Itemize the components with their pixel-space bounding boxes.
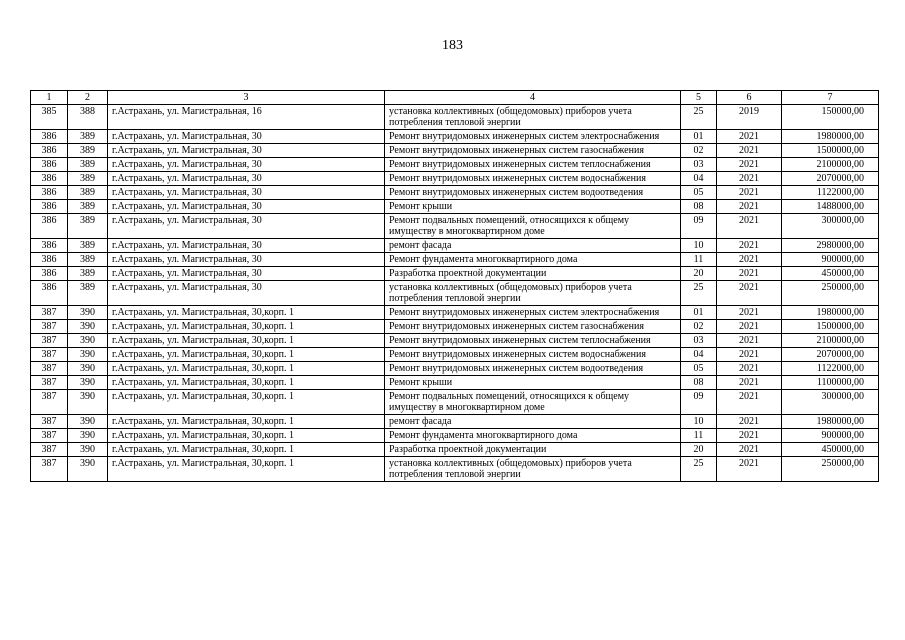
row-number-cell: 386 xyxy=(31,200,68,214)
house-number-cell: 389 xyxy=(68,214,108,239)
repair-register-table xyxy=(30,90,879,482)
amount-cell: 2980000,00 xyxy=(782,239,879,253)
address-cell: г.Астрахань, ул. Магистральная, 30 xyxy=(108,214,385,239)
amount-cell: 1980000,00 xyxy=(782,130,879,144)
table-row xyxy=(31,306,879,320)
work-code-cell: 04 xyxy=(681,348,717,362)
address-cell: г.Астрахань, ул. Магистральная, 30 xyxy=(108,144,385,158)
house-number-cell: 390 xyxy=(68,415,108,429)
work-type-cell: Ремонт подвальных помещений, относящихся к общему имуществу в многоквартирном доме xyxy=(385,390,681,415)
house-number-cell: 390 xyxy=(68,376,108,390)
house-number-cell: 390 xyxy=(68,334,108,348)
amount-cell: 2100000,00 xyxy=(782,158,879,172)
year-cell: 2021 xyxy=(717,253,782,267)
work-type-cell: установка коллективных (общедомовых) приборов учета потребления тепловой энергии xyxy=(385,457,681,482)
house-number-cell: 389 xyxy=(68,253,108,267)
row-number-cell: 387 xyxy=(31,306,68,320)
work-type-cell: Ремонт внутридомовых инженерных систем водоотведения xyxy=(385,186,681,200)
work-code-cell: 09 xyxy=(681,390,717,415)
amount-cell: 150000,00 xyxy=(782,105,879,130)
work-type-cell: Ремонт фундамента многоквартирного дома xyxy=(385,429,681,443)
work-type-cell: Ремонт внутридомовых инженерных систем водоснабжения xyxy=(385,172,681,186)
table-row xyxy=(31,214,879,239)
house-number-cell: 390 xyxy=(68,429,108,443)
year-cell: 2021 xyxy=(717,306,782,320)
row-number-cell: 386 xyxy=(31,267,68,281)
amount-cell: 300000,00 xyxy=(782,390,879,415)
work-code-cell: 01 xyxy=(681,130,717,144)
work-code-cell: 03 xyxy=(681,158,717,172)
work-type-cell: Ремонт внутридомовых инженерных систем теплоснабжения xyxy=(385,158,681,172)
house-number-cell: 390 xyxy=(68,443,108,457)
address-cell: г.Астрахань, ул. Магистральная, 30 xyxy=(108,200,385,214)
row-number-cell: 386 xyxy=(31,158,68,172)
row-number-cell: 387 xyxy=(31,390,68,415)
work-code-cell: 10 xyxy=(681,415,717,429)
work-code-cell: 25 xyxy=(681,105,717,130)
header-cell: 2 xyxy=(68,91,108,105)
row-number-cell: 386 xyxy=(31,281,68,306)
header-cell: 5 xyxy=(681,91,717,105)
work-type-cell: Ремонт крыши xyxy=(385,376,681,390)
work-type-cell: Разработка проектной документации xyxy=(385,443,681,457)
address-cell: г.Астрахань, ул. Магистральная, 30,корп. 1 xyxy=(108,348,385,362)
year-cell: 2021 xyxy=(717,415,782,429)
house-number-cell: 390 xyxy=(68,348,108,362)
year-cell: 2021 xyxy=(717,362,782,376)
year-cell: 2021 xyxy=(717,429,782,443)
table-row xyxy=(31,334,879,348)
work-type-cell: Ремонт внутридомовых инженерных систем газоснабжения xyxy=(385,144,681,158)
table-row xyxy=(31,415,879,429)
amount-cell: 2070000,00 xyxy=(782,348,879,362)
address-cell: г.Астрахань, ул. Магистральная, 30 xyxy=(108,239,385,253)
header-cell: 1 xyxy=(31,91,68,105)
amount-cell: 2070000,00 xyxy=(782,172,879,186)
address-cell: г.Астрахань, ул. Магистральная, 30,корп. 1 xyxy=(108,443,385,457)
amount-cell: 1500000,00 xyxy=(782,320,879,334)
row-number-cell: 386 xyxy=(31,186,68,200)
work-code-cell: 02 xyxy=(681,320,717,334)
work-code-cell: 20 xyxy=(681,267,717,281)
work-code-cell: 05 xyxy=(681,186,717,200)
work-type-cell: Ремонт внутридомовых инженерных систем водоснабжения xyxy=(385,348,681,362)
work-code-cell: 11 xyxy=(681,429,717,443)
work-code-cell: 25 xyxy=(681,281,717,306)
table-row xyxy=(31,281,879,306)
row-number-cell: 386 xyxy=(31,130,68,144)
house-number-cell: 388 xyxy=(68,105,108,130)
table-row xyxy=(31,348,879,362)
house-number-cell: 389 xyxy=(68,239,108,253)
house-number-cell: 390 xyxy=(68,390,108,415)
year-cell: 2021 xyxy=(717,376,782,390)
row-number-cell: 385 xyxy=(31,105,68,130)
amount-cell: 1488000,00 xyxy=(782,200,879,214)
address-cell: г.Астрахань, ул. Магистральная, 30,корп. 1 xyxy=(108,334,385,348)
work-code-cell: 03 xyxy=(681,334,717,348)
work-code-cell: 09 xyxy=(681,214,717,239)
work-code-cell: 11 xyxy=(681,253,717,267)
house-number-cell: 389 xyxy=(68,158,108,172)
year-cell: 2021 xyxy=(717,172,782,186)
amount-cell: 250000,00 xyxy=(782,457,879,482)
address-cell: г.Астрахань, ул. Магистральная, 30,корп. 1 xyxy=(108,415,385,429)
work-type-cell: установка коллективных (общедомовых) приборов учета потребления тепловой энергии xyxy=(385,105,681,130)
work-type-cell: Ремонт подвальных помещений, относящихся к общему имуществу в многоквартирном доме xyxy=(385,214,681,239)
house-number-cell: 389 xyxy=(68,172,108,186)
year-cell: 2021 xyxy=(717,214,782,239)
table-row xyxy=(31,253,879,267)
table-row xyxy=(31,130,879,144)
table-row xyxy=(31,267,879,281)
year-cell: 2021 xyxy=(717,334,782,348)
row-number-cell: 386 xyxy=(31,214,68,239)
header-cell: 6 xyxy=(717,91,782,105)
row-number-cell: 387 xyxy=(31,443,68,457)
amount-cell: 250000,00 xyxy=(782,281,879,306)
work-type-cell: ремонт фасада xyxy=(385,415,681,429)
work-type-cell: Ремонт внутридомовых инженерных систем водоотведения xyxy=(385,362,681,376)
work-type-cell: Разработка проектной документации xyxy=(385,267,681,281)
work-code-cell: 10 xyxy=(681,239,717,253)
work-code-cell: 25 xyxy=(681,457,717,482)
table-row xyxy=(31,158,879,172)
table-row xyxy=(31,443,879,457)
house-number-cell: 389 xyxy=(68,144,108,158)
amount-cell: 1980000,00 xyxy=(782,306,879,320)
address-cell: г.Астрахань, ул. Магистральная, 30 xyxy=(108,253,385,267)
table-row xyxy=(31,429,879,443)
work-type-cell: установка коллективных (общедомовых) приборов учета потребления тепловой энергии xyxy=(385,281,681,306)
row-number-cell: 386 xyxy=(31,144,68,158)
row-number-cell: 387 xyxy=(31,376,68,390)
row-number-cell: 387 xyxy=(31,362,68,376)
amount-cell: 1122000,00 xyxy=(782,186,879,200)
address-cell: г.Астрахань, ул. Магистральная, 30 xyxy=(108,186,385,200)
year-cell: 2021 xyxy=(717,457,782,482)
amount-cell: 1100000,00 xyxy=(782,376,879,390)
amount-cell: 450000,00 xyxy=(782,443,879,457)
header-cell: 4 xyxy=(385,91,681,105)
house-number-cell: 390 xyxy=(68,362,108,376)
work-type-cell: Ремонт фундамента многоквартирного дома xyxy=(385,253,681,267)
amount-cell: 1500000,00 xyxy=(782,144,879,158)
table-row xyxy=(31,376,879,390)
work-type-cell: Ремонт внутридомовых инженерных систем электроснабжения xyxy=(385,306,681,320)
work-code-cell: 08 xyxy=(681,200,717,214)
table-row xyxy=(31,105,879,130)
address-cell: г.Астрахань, ул. Магистральная, 30 xyxy=(108,158,385,172)
row-number-cell: 386 xyxy=(31,172,68,186)
row-number-cell: 386 xyxy=(31,253,68,267)
year-cell: 2021 xyxy=(717,144,782,158)
table-body xyxy=(31,91,879,482)
house-number-cell: 389 xyxy=(68,200,108,214)
year-cell: 2021 xyxy=(717,390,782,415)
amount-cell: 300000,00 xyxy=(782,214,879,239)
table-row xyxy=(31,320,879,334)
address-cell: г.Астрахань, ул. Магистральная, 30 xyxy=(108,281,385,306)
table-row xyxy=(31,362,879,376)
table-row xyxy=(31,239,879,253)
address-cell: г.Астрахань, ул. Магистральная, 30,корп. 1 xyxy=(108,376,385,390)
work-type-cell: Ремонт внутридомовых инженерных систем электроснабжения xyxy=(385,130,681,144)
year-cell: 2021 xyxy=(717,443,782,457)
row-number-cell: 387 xyxy=(31,429,68,443)
house-number-cell: 390 xyxy=(68,457,108,482)
address-cell: г.Астрахань, ул. Магистральная, 30,корп. 1 xyxy=(108,457,385,482)
address-cell: г.Астрахань, ул. Магистральная, 30 xyxy=(108,130,385,144)
row-number-cell: 387 xyxy=(31,334,68,348)
amount-cell: 1980000,00 xyxy=(782,415,879,429)
amount-cell: 1122000,00 xyxy=(782,362,879,376)
house-number-cell: 389 xyxy=(68,281,108,306)
house-number-cell: 390 xyxy=(68,320,108,334)
year-cell: 2019 xyxy=(717,105,782,130)
year-cell: 2021 xyxy=(717,130,782,144)
amount-cell: 900000,00 xyxy=(782,429,879,443)
address-cell: г.Астрахань, ул. Магистральная, 30,корп. 1 xyxy=(108,306,385,320)
row-number-cell: 387 xyxy=(31,457,68,482)
header-cell: 3 xyxy=(108,91,385,105)
house-number-cell: 390 xyxy=(68,306,108,320)
year-cell: 2021 xyxy=(717,239,782,253)
year-cell: 2021 xyxy=(717,348,782,362)
year-cell: 2021 xyxy=(717,200,782,214)
address-cell: г.Астрахань, ул. Магистральная, 30,корп. 1 xyxy=(108,362,385,376)
work-type-cell: Ремонт крыши xyxy=(385,200,681,214)
house-number-cell: 389 xyxy=(68,267,108,281)
address-cell: г.Астрахань, ул. Магистральная, 16 xyxy=(108,105,385,130)
table-row xyxy=(31,172,879,186)
work-code-cell: 08 xyxy=(681,376,717,390)
work-code-cell: 04 xyxy=(681,172,717,186)
house-number-cell: 389 xyxy=(68,130,108,144)
page-number: 183 xyxy=(442,38,463,53)
table-row xyxy=(31,186,879,200)
year-cell: 2021 xyxy=(717,281,782,306)
amount-cell: 2100000,00 xyxy=(782,334,879,348)
address-cell: г.Астрахань, ул. Магистральная, 30,корп. 1 xyxy=(108,390,385,415)
row-number-cell: 386 xyxy=(31,239,68,253)
amount-cell: 450000,00 xyxy=(782,267,879,281)
address-cell: г.Астрахань, ул. Магистральная, 30 xyxy=(108,172,385,186)
table-row xyxy=(31,200,879,214)
row-number-cell: 387 xyxy=(31,320,68,334)
work-type-cell: Ремонт внутридомовых инженерных систем газоснабжения xyxy=(385,320,681,334)
year-cell: 2021 xyxy=(717,186,782,200)
work-code-cell: 01 xyxy=(681,306,717,320)
year-cell: 2021 xyxy=(717,320,782,334)
table-row xyxy=(31,144,879,158)
table-row xyxy=(31,457,879,482)
row-number-cell: 387 xyxy=(31,415,68,429)
work-code-cell: 05 xyxy=(681,362,717,376)
work-type-cell: Ремонт внутридомовых инженерных систем теплоснабжения xyxy=(385,334,681,348)
table-header-row xyxy=(31,91,879,105)
work-code-cell: 02 xyxy=(681,144,717,158)
work-code-cell: 20 xyxy=(681,443,717,457)
work-type-cell: ремонт фасада xyxy=(385,239,681,253)
amount-cell: 900000,00 xyxy=(782,253,879,267)
house-number-cell: 389 xyxy=(68,186,108,200)
address-cell: г.Астрахань, ул. Магистральная, 30,корп. 1 xyxy=(108,320,385,334)
year-cell: 2021 xyxy=(717,158,782,172)
address-cell: г.Астрахань, ул. Магистральная, 30 xyxy=(108,267,385,281)
row-number-cell: 387 xyxy=(31,348,68,362)
address-cell: г.Астрахань, ул. Магистральная, 30,корп. 1 xyxy=(108,429,385,443)
table-row xyxy=(31,390,879,415)
year-cell: 2021 xyxy=(717,267,782,281)
header-cell: 7 xyxy=(782,91,879,105)
